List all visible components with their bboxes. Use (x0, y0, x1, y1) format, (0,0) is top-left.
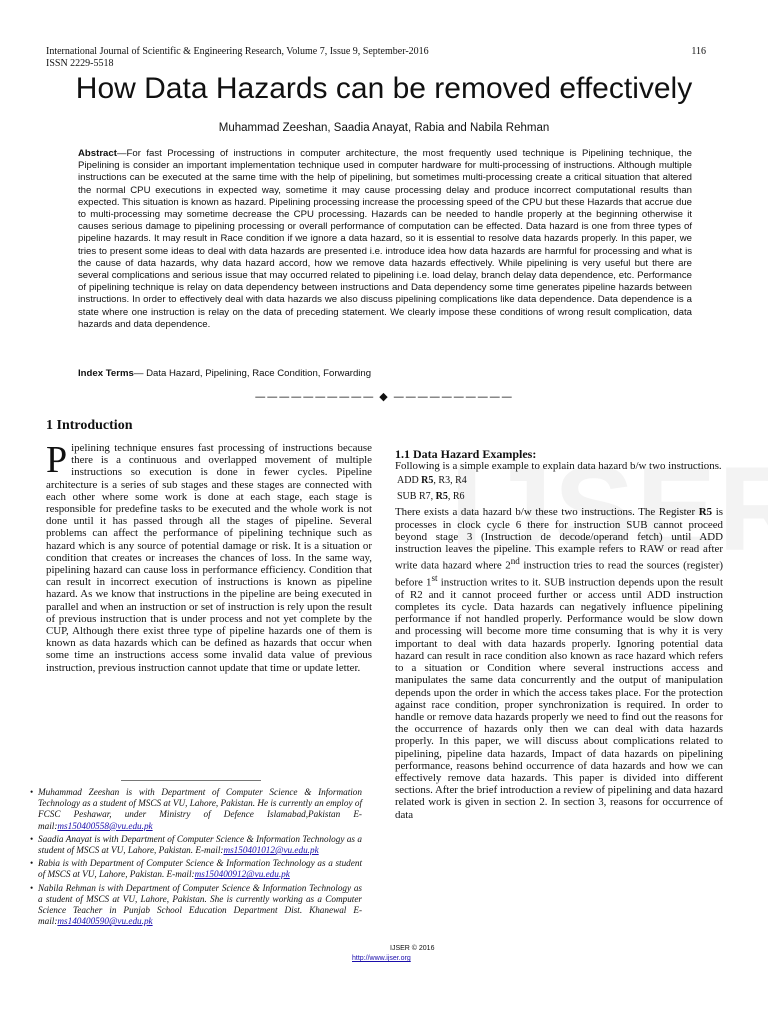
examples-section (395, 448, 723, 821)
code-line-sub (397, 490, 723, 504)
issn: ISSN 2229-5518 (46, 58, 114, 69)
journal-name: International Journal of Scientific & Engineering Research, Volume 7, Issue 9, September-2016 (46, 46, 429, 57)
examples-text: is processes in clock cycle 6 there for instruction SUB cannot proceed beyond stage 3 (Instruction de decode/operand fetch) until ADD instruction leaves the pipeline. This example refers to RAW or read after write data hazard where 2 (395, 506, 723, 572)
code-register: R5 (435, 491, 448, 503)
ordinal-sup: nd (510, 556, 520, 567)
examples-body (395, 506, 723, 820)
register-ref: R5 (698, 506, 713, 519)
examples-text: There exists a data hazard b/w these two instructions. The Register (395, 506, 699, 519)
footnote-rule (121, 780, 261, 781)
intro-text: ipelining technique ensures fast processing of instructions because there is a continuous and overlapped movement of multiple instructions so execution is done in fewer cycles. Pipeline architecture is a series of sub stages and these stages are connected with each other where some work is done at each stage, each stage is responsible for predefine tasks to be executed and the whole work is not done until it has passed through all the stages of pipeline. Several problems can affect the performance of pipelining technique such as hazard which is any source of potential damage or risk. It is a situation or condition that creates or increases the chances of loss. In the same way, pipelining hazard can cause loss in performance efficiency. Condition that can result in incorrect execution of instructions is known as pipeline hazard. As we know that instructions in the pipeline are being executed in parallel and when an instruction or set of instruction is rely upon the result of previous instruction that is under process and not yet complete by the CUP, Although there exist three type of pipeline hazards one of them is known as data hazards which can be defined as hazards that occur when some time an instructions access some invalid data value of previous instruction, previous instruction cannot update that time or update letter. (46, 442, 372, 674)
examples-text: instruction writes to it. SUB instruction depends upon the result of R2 and it cannot proceed further or access until ADD instruction completes its cycle. Data hazards can negatively influence pipelining performance if not handled properly. Performance would be slow down and processing will become more time consuming that is why it is very important to deal with data hazards properly. Ignoring potential data hazard can result in race condition also known as race hazard which refers to a situation or Condition where several instructions access and manipulates the same data concurrently and the output of manipulation depends upon the order in which the access takes place. For the protection against race condition, proper synchronization is required. In order to handle or remove data hazards properly we need to find out the reasons for the occurrence of hazards only then we can deal with data hazards properly. In this paper, we will discuss about complications related to pipelining, pipeline data hazards, Impact of data hazards on pipelining performance, reasons behind occurrence of data hazards and how we can effectively remove data hazards. This paper is divided into different sections. After the brief introduction a review of pipelining and data hazard related work is given in section 2. In section 3, reasons for occurrence of data (395, 576, 723, 821)
drop-cap: P (46, 439, 68, 481)
running-header (46, 46, 706, 70)
code-op: SUB R7, (397, 491, 436, 503)
abstract-label: Abstract (78, 148, 117, 159)
code-line-add (397, 474, 723, 488)
email-link[interactable]: ms150400558@vu.edu.pk (57, 820, 153, 831)
abstract-text: —For fast Processing of instructions in computer architecture, the most frequently used technique is Pipelining technique, the Pipelining is consider an important implementation technique used in computer hardware for multi-processing of instructions. Although multiple instructions can be executed at the same time with the help of pipelining, but sometimes multi-processing create a critical situation that altered the normal CPU executions in expected way, sometime it may cause processing delay and produce incorrect computational results than expected. This situation is known as hazard. Pipelining processing increase the processing speed of the CPU but these Hazards that accrue due to multi-processing may sometime decrease the CPU processing. Hazards can be needed to handle properly at the beginning otherwise it causes serious damage to pipelining processing or overall performance of computation can be effected. Data hazard is one from three types of pipeline hazards. It may result in Race condition if we ignore a data hazard, so it is essential to resolve data hazards properly. In this paper, we tries to present some ideas to deal with data hazards are presented i.e. introduce idea how data hazards are harmful for processing and what is the cause of data hazards, why data hazard accord, how we remove data hazards effectively. While pipelining is very useful but there are several complications and serious issue that may occurred related to pipelining i.e. load delay, branch delay data dependence, etc. Performance of pipelining technique is relay on data dependency between instructions and Data dependency some time generates pipeline hazards between instructions. In order to effectively deal with data hazards we also discuss pipelining complications like data dependence. Data dependence is a state where one instruction is relay on the data of preceding statement. We clearly impose these conditions of wrong result complication, data hazards and data dependence. (78, 148, 692, 330)
examples-lead: Following is a simple example to explain data hazard b/w two instructions. (395, 460, 722, 473)
code-operands: , R6 (447, 491, 465, 503)
footnote-text: Muhammad Zeeshan is with Department of Computer Science & Information Technology as a student of MSCS at VU, Lahore, Pakistan. He is currently an employ of FCSC Peshawar, under Ministry of Defence Islamabad,Pakistan E-mail: (38, 787, 362, 831)
index-terms-label: Index Terms (78, 368, 134, 379)
abstract (78, 148, 692, 331)
code-op: ADD (397, 475, 422, 487)
footnote-item (30, 883, 362, 928)
intro-heading: 1 Introduction (46, 418, 133, 433)
ordinal-sup: st (431, 573, 438, 584)
footnote-text: Nabila Rehman is with Department of Computer Science & Information Technology as a student of MSCS at VU, Lahore, Pakistan. She is currently working as a Computer Science Teacher in Punjab School Education Department Dist. Khanewal E-mail: (38, 882, 362, 927)
code-operands: , R3, R4 (433, 475, 467, 487)
page-footer (352, 944, 435, 964)
footnote-item (30, 787, 362, 832)
email-link[interactable]: ms150400912@vu.edu.pk (194, 869, 290, 880)
index-terms-text: — Data Hazard, Pipelining, Race Condition, Forwarding (133, 368, 372, 379)
copyright: IJSER © 2016 (390, 945, 435, 952)
author-list: Muhammad Zeeshan, Saadia Anayat, Rabia and Nabila Rehman (218, 122, 550, 134)
page-number: 116 (691, 46, 706, 57)
footnote-item (30, 858, 362, 880)
index-terms (78, 368, 692, 380)
footnote-item (30, 834, 362, 856)
footnote-text: Saadia Anayat is with Department of Computer Science & Information Technology as a student of MSCS at VU, Lahore, Pakistan. E-mail: (38, 833, 362, 856)
footnote-text: Rabia is with Department of Computer Science & Information Technology as a student of MSCS at VU, Lahore, Pakistan. E-mail: (38, 858, 362, 880)
paper-title: How Data Hazards can be removed effectively (75, 72, 693, 105)
code-register: R5 (421, 475, 434, 487)
author-footnotes (30, 787, 362, 929)
examples-heading: 1.1 Data Hazard Examples: (395, 447, 537, 461)
email-link[interactable]: ms150401012@vu.edu.pk (223, 845, 319, 856)
email-link[interactable]: ms140400590@vu.edu.pk (57, 916, 153, 927)
examples-text: instruction tries to read the sources (register) before 1 (395, 559, 723, 589)
intro-body (46, 439, 372, 674)
journal-url[interactable]: http://www.ijser.org (352, 955, 411, 962)
section-separator: —————————— ◆ —————————— (254, 390, 514, 403)
